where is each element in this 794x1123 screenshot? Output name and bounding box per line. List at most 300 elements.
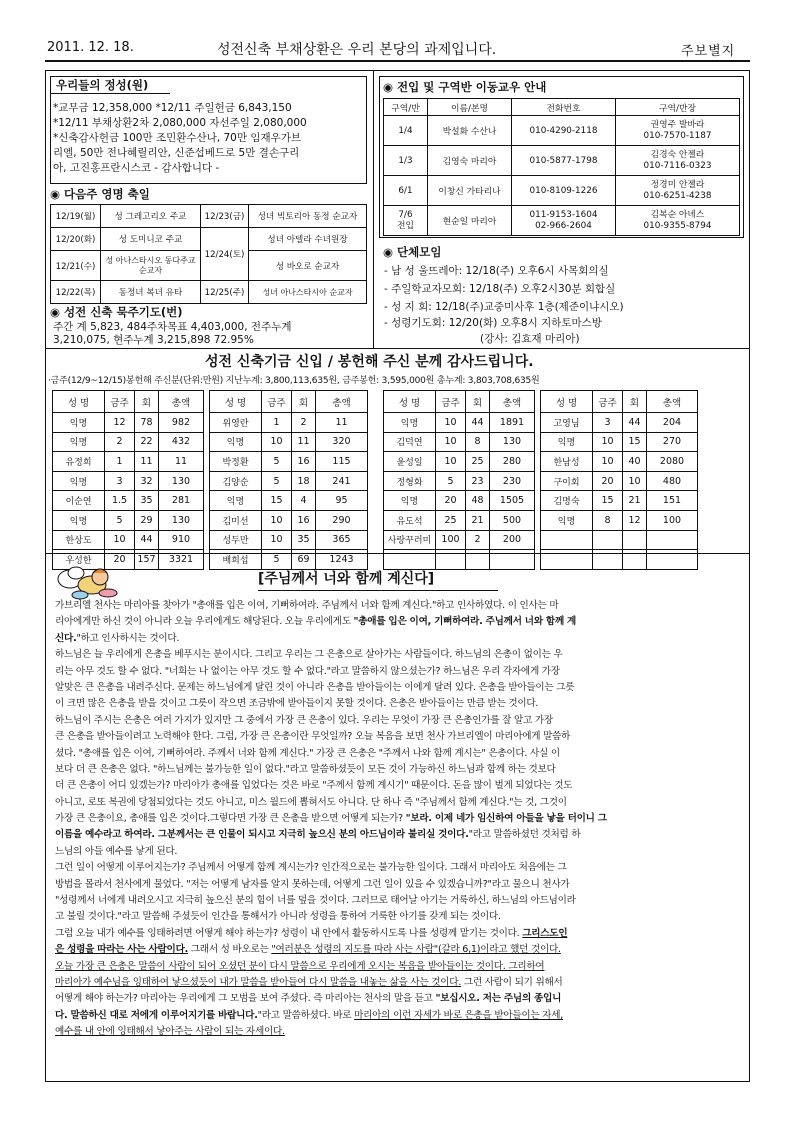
donor-name [541,530,593,550]
article-text: "총애를 입은 이여, 기뻐하여라. 주님께서 너와 함께 계 [353,616,577,628]
donor-count [623,530,647,550]
transfer-zone: 1/3 [384,146,428,176]
donor-count: 10 [623,471,647,491]
article-text: 예수를 내 안에 잉태해서 낳아주는 사람이 되는 자세이다. [55,1026,285,1038]
article-line [55,696,743,712]
transfer-phone: 010-4290-2118 [512,116,616,146]
donor-header: 총액 [159,391,204,413]
zone-number: 7/6 [398,209,413,220]
article-line [55,746,743,762]
donor-weekly: 10 [593,432,623,452]
article-text: 고 불릴 것이다."라고 말씀해 주셨듯이 인간을 통해서가 아니라 성령을 통하여 거룩한 아기를 갖게 되는 것이다. [55,911,501,923]
donor-total: 130 [490,432,535,452]
article-text: 다. 말씀하신 대로 저에게 이루어지기를 바랍니다. [55,1009,258,1021]
transfer-zone: 1/4 [384,116,428,146]
donor-header: 총액 [316,391,368,413]
donor-total: 130 [159,510,204,530]
donor-total: 432 [159,432,204,452]
donor-name: 배희섭 [210,550,262,570]
donor-weekly: 2 [105,432,135,452]
transfer-leader [616,116,740,146]
donor-total: 241 [316,471,368,491]
donor-total: 1243 [316,550,368,570]
article-line [55,647,743,663]
donor-count: 48 [466,491,490,511]
donor-total: 130 [159,471,204,491]
table-row [53,491,368,511]
table-row [384,510,698,530]
construction-line: 주간 계 5,823, 484주차목표 4,403,000, 전주누계 [53,321,292,333]
donor-weekly: 1 [262,413,292,433]
transfer-phone: 010-5877-1798 [512,146,616,176]
group-line: - 성 지 회: 12/18(주)교중미사후 1층(제준이냐시오) [384,301,624,313]
donor-header: 성 명 [541,391,593,413]
transfer-zone [384,206,428,236]
donor-total: 204 [647,413,698,433]
donor-name: 구이회 [541,471,593,491]
transfers-title-row [383,81,546,94]
birthday-date: 12/23(금) [201,205,249,228]
group-line: - 주일학교자모회: 12/18(주) 오후2시30분 회합실 [384,283,616,295]
transfers-table [383,98,740,236]
donor-weekly: 10 [436,452,466,472]
donor-name: 김명숙 [541,491,593,511]
donor-name: 익명 [541,510,593,530]
transfers-header: 구역/반장 [616,99,740,116]
donor-name: 익명 [541,432,593,452]
donor-total: 11 [159,452,204,472]
transfers-header: 이름/본명 [428,99,512,116]
donor-name: 한남성 [541,452,593,472]
table-row [53,530,368,550]
donor-weekly: 5 [262,550,292,570]
transfers-header: 구역/반 [384,99,428,116]
article-line [55,926,743,942]
birthdays-title: 다음주 영명 축일 [64,187,150,201]
leader-phone: 010-9355-8794 [643,220,712,231]
donor-name: 익명 [384,413,436,433]
donor-name: 위영란 [210,413,262,433]
transfer-leader [616,146,740,176]
table-row [384,452,698,472]
donor-header: 성 명 [53,391,105,413]
construction-title: 성전 신축 묵주기도(번) [64,305,183,319]
article-text: 그런 사람이 되기 위해서 [461,976,563,988]
bullet-icon: ◉ [50,187,65,201]
donor-count: 16 [292,510,316,530]
donor-total: 1891 [490,413,535,433]
donor-header: 회 [292,391,316,413]
birthdays-title-row [50,188,150,201]
donor-weekly: 10 [262,530,292,550]
article-title: [주님께서 너와 함께 계신다] [258,571,435,587]
donor-weekly [593,530,623,550]
transfers-header: 전화번호 [512,99,616,116]
donations-body-right [384,413,698,570]
article-line [55,631,743,647]
donor-weekly: 100 [436,530,466,550]
birthday-date: 12/24(토) [201,228,249,281]
leader-name: 김경숙 안젤라 [650,149,705,160]
donor-total: 3321 [159,550,204,570]
donations-table-right [383,390,698,570]
article-text: 알맞은 큰 은총을 내려주신다. 문제는 하느님에게 달린 것이 아니라 은총을 받아들이는 이에게 달려 있다. 은총을 받아들이는 그릇 [55,681,575,693]
donor-weekly: 10 [436,413,466,433]
article-line [55,959,743,975]
donor-total: 95 [316,491,368,511]
bullet-icon: ◉ [383,245,398,259]
offerings-line: 리엘, 50만 전나혜릴리안, 신준섭베드로 5만 결손구리 [53,147,300,159]
page-header [45,38,750,62]
article-text: "보라. 이제 네가 임신하여 아들을 낳을 터이니 그 [405,813,607,825]
donor-total: 500 [490,510,535,530]
birthday-name: 성녀 빅토리아 동정 순교자 [249,205,367,228]
donor-total: 281 [159,491,204,511]
transfer-name: 현순일 마리아 [428,206,512,236]
article-text: 어떻게 해야 하는가? 마리아는 우리에게 그 모범을 보여 주셨다. 즉 마리아는 천사의 말을 듣고 [55,993,436,1005]
donor-weekly: 10 [593,452,623,472]
donations-summary: ·금주(12/9~12/15)봉헌해 주신분(단위:만원) 지난누계: 3,800,113,635원, 금주봉헌: 3,595,000원 총누계: 3,803,708,635원 [48,376,540,386]
top-divider [373,70,374,348]
transfer-zone: 6/1 [384,176,428,206]
bulletin-date: 2011. 12. 18. [47,40,134,55]
donor-count: 69 [292,550,316,570]
article-text: 가장 큰 은총이요, 총애를 입은 것이다.그렇다면 가장 큰 은총을 받으면 어떻게 되는가? [55,813,406,825]
donor-name: 성두만 [210,530,262,550]
article-line [55,614,743,630]
donor-total: 2080 [647,452,698,472]
angel-illustration [56,563,120,603]
birthday-date: 12/20(화) [51,228,101,251]
offerings-line: *교무금 12,358,000 *12/11 주일헌금 6,843,150 [53,102,292,114]
donor-name: 윤성일 [384,452,436,472]
donor-name: 김양순 [210,471,262,491]
birthday-name: 성 바오로 순교자 [249,251,367,281]
article-line [55,991,743,1007]
article-text: 이 크면 많은 은총을 받을 것이고 그릇이 작으면 조금밖에 받아들이지 못할 것이다. 은총은 받아들이는 만큼 받는 것이다. [55,698,539,710]
article-text: 그런 일이 어떻게 이루어지는가? 주님께서 어떻게 함께 계시는가? 인간적으로는 불가능한 일이다. 그래서 마리아도 처음에는 그 [55,862,567,874]
donor-count: 21 [623,491,647,511]
donor-weekly: 20 [593,471,623,491]
offerings-line: *12/11 부채상환2차 2,080,000 자선주일 2,080,000 [53,117,307,129]
donor-header: 성 명 [384,391,436,413]
construction-title-row [50,306,183,319]
donor-total: 270 [647,432,698,452]
article-line [55,975,743,991]
article-title-rule [258,590,498,591]
birthday-name: 성 아나스타시오 동다주교 순교자 [101,251,201,281]
article-text: 마리아가 예수님을 잉태하여 낳으셨듯이 내가 말씀을 받아들여 다시 말씀을 내놓는 삶을 사는 것이다. [55,976,462,988]
article-line [55,860,743,876]
birthday-name: 성 도미니코 주교 [101,228,201,251]
article-text: 그리스도인 [522,927,568,939]
article-text: 느님의 아들 예수를 낳게 된다. [55,845,178,857]
donor-name: 한상도 [53,530,105,550]
article-text: 리아에게만 하신 것이 아니라 오늘 우리에게도 해당된다. 오늘 우리에게도 [55,616,354,628]
birthdays-table [50,204,367,304]
donor-weekly: 5 [436,471,466,491]
donor-total: 151 [647,491,698,511]
donor-header: 금주 [593,391,623,413]
birthday-name: 동정녀 복녀 유타 [101,281,201,304]
leader-phone: 010-6251-4238 [643,190,712,201]
leader-name: 권영주 발바라 [650,119,705,130]
donor-count: 2 [466,530,490,550]
leader-name: 김복순 아녜스 [650,209,705,220]
donor-name: 사랑꾸러미 [384,530,436,550]
transfer-name: 김영숙 마리아 [428,146,512,176]
donor-total: 115 [316,452,368,472]
table-row [53,471,368,491]
donor-header: 회 [135,391,159,413]
article-text: 아니고, 로또 복권에 당첨되었다는 것도 아니고, 미스 월드에 뽑혀서도 아니다. 단 하나 즉 "주님께서 함께 계신다."는 것, 그것이 [55,796,567,808]
donor-count: 18 [292,471,316,491]
donor-weekly: 20 [105,550,135,570]
donations-body-left [53,413,368,570]
table-row [384,530,698,550]
table-row [384,413,698,433]
article-text: 은 성령을 따라는 사는 사람이다. [55,944,188,956]
donor-total: 1505 [490,491,535,511]
donor-header: 총액 [490,391,535,413]
donor-weekly: 15 [262,491,292,511]
donor-count: 35 [292,530,316,550]
leader-name: 정경미 안젤라 [650,179,705,190]
group-line: (강사: 김효재 마리아) [480,333,580,345]
article-text: "성령께서 너에게 내려오시고 지극히 높으신 분의 힘이 너를 덮을 것이다. 그러므로 태어날 아기는 거룩하신, 하느님의 아드님이라 [55,895,576,907]
donor-header: 성 명 [210,391,262,413]
donor-count: 35 [135,491,159,511]
donor-count: 44 [466,413,490,433]
table-row [53,413,368,433]
birthday-name: 성녀 아델라 수녀원장 [249,228,367,251]
donor-count: 2 [292,413,316,433]
donor-header: 회 [623,391,647,413]
donor-total: 982 [159,413,204,433]
donor-count: 11 [135,452,159,472]
donor-name: 정형화 [384,471,436,491]
article-text: "여러분은 성령의 지도를 따라 사는 사람" [271,944,438,956]
donor-header: 총액 [647,391,698,413]
donor-total: 480 [647,471,698,491]
donor-name: 익명 [384,491,436,511]
donor-weekly: 15 [593,491,623,511]
donor-total: 200 [490,530,535,550]
donor-weekly: 3 [105,471,135,491]
donor-name: 고영님 [541,413,593,433]
birthday-date: 12/25(주) [201,281,249,304]
article-text: 하느님은 늘 우리에게 은총을 베푸시는 분이시다. 그리고 우리는 그 은총으로 살아가는 사람들이다. 하느님의 은총이 없이는 우 [55,649,563,661]
groups-title: 단체모임 [397,245,442,259]
group-line: - 남 성 울뜨레아: 12/18(주) 오후6시 사목회의실 [384,265,609,277]
donor-name: 익명 [210,491,262,511]
donor-weekly: 3 [593,413,623,433]
article-text: 그럼 오늘 내가 예수를 잉태하려면 어떻게 해야 하는가? 성령이 내 안에서 활동하시도록 나를 성령께 맡기는 것이다. [55,927,523,939]
donor-name: 익명 [53,471,105,491]
bullet-icon: ◉ [383,80,398,94]
donations-title: 성전 신축기금 신입 / 봉헌해 주신 분께 감사드립니다. [205,354,534,370]
article-line [55,664,743,680]
donor-total: 230 [490,471,535,491]
donor-weekly: 10 [262,432,292,452]
donor-weekly: 5 [262,471,292,491]
angel-icon [56,563,120,603]
article-text: 마리아의 이런 자세가 바로 은총을 받아들이는 자세, [354,1009,564,1021]
donor-weekly: 25 [436,510,466,530]
construction-line: 3,210,075, 현주누계 3,215,898 72.95% [53,334,254,346]
donor-weekly: 20 [436,491,466,511]
donor-count: 15 [623,432,647,452]
transfer-name: 이창신 가타리나 [428,176,512,206]
donor-name: 우성한 [53,550,105,570]
article-text: 이름을 예수라고 하여라. 그분께서는 큰 인물이 되시고 지극히 높으신 분의 아드님이라 불리실 것이다. [55,829,469,841]
donor-count: 40 [623,452,647,472]
donor-count: 12 [623,510,647,530]
birthday-name: 성 그레고리오 주교 [101,205,201,228]
article-text: 그래서 성 바오로는 [187,944,272,956]
donor-name: 익명 [53,510,105,530]
article-text: 가브리엘 천사는 마리아를 찾아가 "총애를 입은 이여, 기뻐하여라. 주님께서 너와 함께 계신다."하고 인사하였다. 이 인사는 마 [55,600,559,611]
article-line [55,680,743,696]
birthday-date: 12/21(수) [51,251,101,281]
transfer-phone [512,206,616,236]
transfer-leader [616,206,740,236]
donor-count: 23 [466,471,490,491]
phone-home: 02-966-2604 [535,220,592,231]
article-text: 하느님이 주시는 은총은 여러 가지가 있지만 그 중에서 가장 큰 은총이 있다. 우리는 무엇이 가장 큰 은총인가를 잘 알고 가장 [55,714,553,726]
header-slogan: 성전신축 부채상환은 우리 본당의 과제입니다. [217,42,497,58]
article-text: 셨다. "총애를 입은 이여, 기뻐하여라. 주께서 너와 함께 계신다." 가장 큰 은총은 "주께서 나와 함께 계시는" 은총이다. 사실 이 [55,747,560,759]
donor-count: 78 [135,413,159,433]
table-row [384,491,698,511]
article-body [55,598,743,1041]
birthday-date: 12/22(목) [51,281,101,304]
donor-count: 25 [466,452,490,472]
bullet-icon: ◉ [50,305,65,319]
offerings-line: *신축감사헌금 100만 조민환수산나, 70만 임재우가브 [53,132,302,144]
article-line [55,844,743,860]
table-row [384,471,698,491]
table-row [384,432,698,452]
article-line [55,713,743,729]
header-label: 주보별지 [681,44,736,59]
article-text: 신다. [55,632,77,644]
donor-count: 22 [135,432,159,452]
article-text: "라고 말씀하셨다. 바로 [257,1009,355,1021]
donor-count: 4 [292,491,316,511]
donor-name: 김미선 [210,510,262,530]
donor-weekly: 1.5 [105,491,135,511]
article-text: (갈라 6,1)이라고 했던 것이다. [437,944,561,956]
donor-header: 금주 [262,391,292,413]
donations-bottom-rule [45,553,750,554]
offerings-title-rule [50,93,170,94]
article-line [55,795,743,811]
donor-header: 금주 [436,391,466,413]
leader-phone: 010-7570-1187 [643,130,712,141]
article-line [55,778,743,794]
donor-total: 365 [316,530,368,550]
donor-header: 회 [466,391,490,413]
article-text: 오늘 가장 큰 은총은 말씀이 사람이 되어 오셨던 분이 다시 말씀으로 우리에게 오시는 복음을 받아들이는 것이다. 그리하여 [55,960,545,972]
donor-name: 이순연 [53,491,105,511]
groups-title-row [383,246,441,259]
donor-weekly: 12 [105,413,135,433]
donor-count: 157 [135,550,159,570]
offerings-line: 아, 고진홍프란시스코 - 감사합니다 - [53,162,220,174]
donor-header: 금주 [105,391,135,413]
birthday-date: 12/19(월) [51,205,101,228]
article-line [55,729,743,745]
donor-weekly: 10 [105,530,135,550]
donor-count: 44 [135,530,159,550]
donor-count: 32 [135,471,159,491]
donor-name: 유도석 [384,510,436,530]
donor-weekly: 10 [262,510,292,530]
article-text: 더 큰 은총이 어디 있겠는가? 마리아가 총애를 입었다는 것은 바로 "주께서 함께 계시기" 때문이다. 돈을 많이 벌게 되었다는 것도 [55,780,573,792]
article-text: 방법을 몰라서 천사에게 물었다. "저는 어떻게 남자를 알지 못하는데, 어떻게 그런 일이 있을 수 있겠습니까?"라고 물으니 천사가 [55,878,570,890]
birthday-name: 성녀 아나스타시아 순교자 [249,281,367,304]
article-line [55,877,743,893]
donor-name: 박정환 [210,452,262,472]
article-line [55,827,743,843]
article-line [55,893,743,909]
article-line [55,811,743,827]
article-line [55,942,743,958]
donor-total: 11 [316,413,368,433]
transfer-leader [616,176,740,206]
table-row [53,452,368,472]
donor-name: 유정희 [53,452,105,472]
table-row [53,432,368,452]
donor-count: 29 [135,510,159,530]
donor-total: 910 [159,530,204,550]
donor-name: 익명 [53,432,105,452]
table-row [53,510,368,530]
article-text: "라고 말씀하셨던 것처럼 하 [468,829,581,841]
transfer-name: 박설화 수산나 [428,116,512,146]
donor-count: 44 [623,413,647,433]
transfers-title: 전입 및 구역반 이동교우 안내 [397,80,547,94]
donor-total: 100 [647,510,698,530]
article-line [55,762,743,778]
zone-status: 전입 [397,220,414,231]
top-bottom-rule [45,348,750,349]
article-text: "보십시오. 저는 주님의 종입니 [435,993,562,1005]
donor-weekly: 1 [105,452,135,472]
article-line [55,598,743,614]
donations-table-left [52,390,368,570]
donor-name: 익명 [53,413,105,433]
offerings-title: 우리들의 정성(원) [56,78,149,92]
article-text: 보다 더 큰 은총은 없다. "하느님께는 불가능한 일이 없다."라고 말씀하셨듯이 모든 것이 가능하신 하느님과 함께 하는 것보다 [55,763,556,775]
leader-phone: 010-7116-0323 [643,160,712,171]
donor-weekly: 8 [593,510,623,530]
article-text: "하고 인사하시는 것이다. [76,632,180,644]
transfer-phone: 010-8109-1226 [512,176,616,206]
donor-name: 김덕연 [384,432,436,452]
article-line [55,1024,743,1040]
donor-count: 11 [292,432,316,452]
article-line [55,1008,743,1024]
group-line: - 성령기도회: 12/20(화) 오후8시 지하토마스방 [384,317,602,329]
donor-total: 290 [316,510,368,530]
phone-mobile: 011-9153-1604 [529,209,598,220]
donor-weekly: 5 [262,452,292,472]
donor-count: 8 [466,432,490,452]
donor-count: 16 [292,452,316,472]
donor-total: 320 [316,432,368,452]
